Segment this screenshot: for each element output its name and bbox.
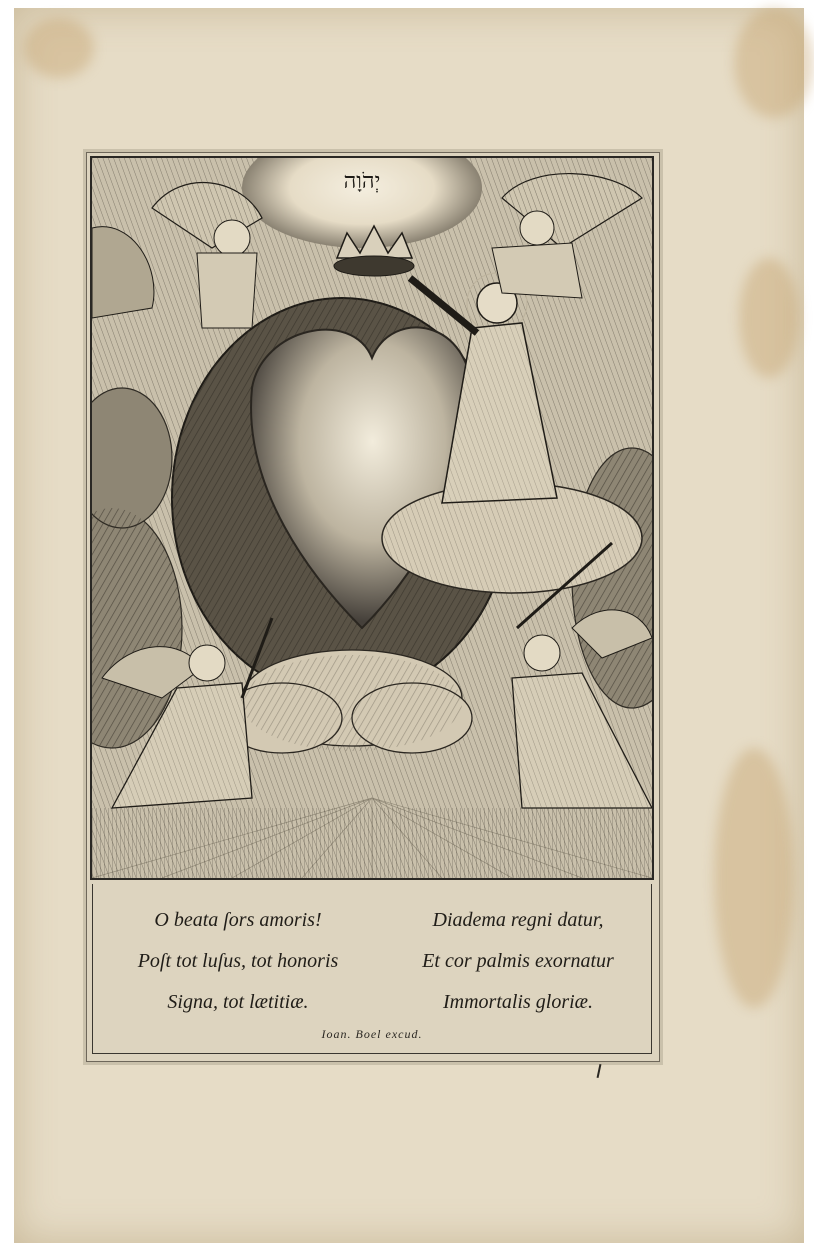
caption-panel xyxy=(92,884,652,1054)
foxing-stain xyxy=(739,258,799,378)
verse-line: O beata ſors amoris! xyxy=(154,909,322,931)
verse-line: Et cor palmis exornatur xyxy=(422,950,614,972)
verse-line: Immortalis gloriæ. xyxy=(442,991,594,1013)
verse-line: Diadema regni datur, xyxy=(432,909,604,931)
foxing-stain xyxy=(714,748,794,1008)
foxing-stain xyxy=(24,18,94,78)
engraving-illustration xyxy=(92,158,652,878)
verse-line: Poſt tot luſus, tot honoris xyxy=(137,950,339,972)
tetragrammaton-text: יְהֹוָה xyxy=(343,169,381,194)
verse-line: Signa, tot lætitiæ. xyxy=(167,991,309,1013)
foxing-stain xyxy=(734,8,814,118)
publisher-imprint: Ioan. Boel excud. xyxy=(321,1027,423,1041)
engraving-image xyxy=(90,156,654,880)
verse-right xyxy=(393,900,643,1023)
verse-left xyxy=(107,900,369,1023)
crown-icon xyxy=(334,226,414,276)
